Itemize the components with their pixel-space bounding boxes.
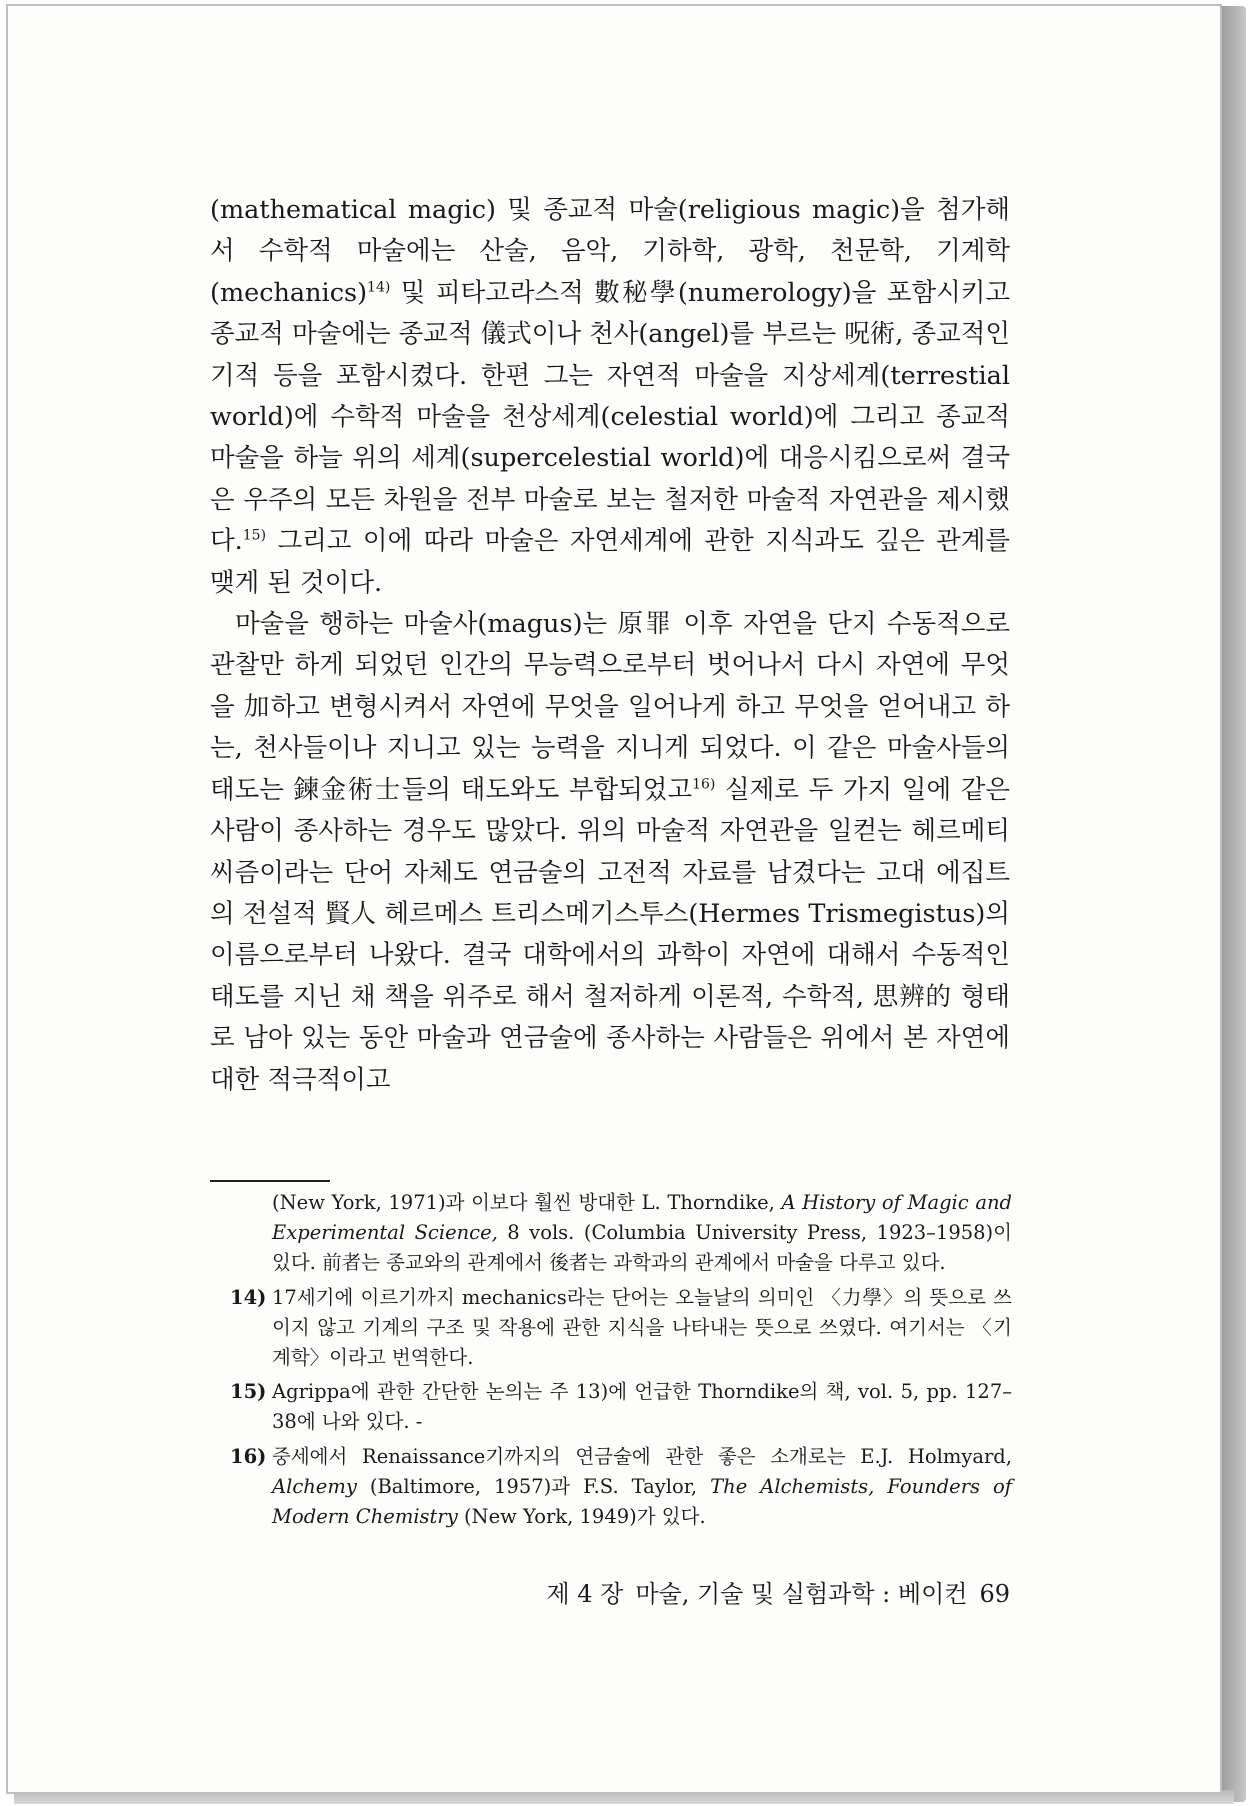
chapter-label: 제 4 장	[546, 1580, 624, 1608]
footnote-continuation	[230, 1188, 1012, 1279]
footnote-16-text-e: (New York, 1949)가 있다.	[457, 1505, 706, 1529]
body-text	[210, 190, 1010, 1101]
page-number: 69	[979, 1580, 1010, 1608]
paragraph-2-text-1: 마술을 행하는 마술사(magus)는 原罪 이후 자연을 단지 수동적으로 관찰만 하게 되었던 인간의 무능력으로부터 벗어나서 다시 자연에 무엇을 加하고 변형시켜서 자연에 무엇을 일어나게 하고 무엇을 얻어내고 하는, 천사들이나 지니고 있는 능력을 지니게 되었다. 이 같은 마술사들의 태도는 鍊金術士들의 태도와도 부합되었고	[210, 609, 1010, 805]
paragraph-2-text-2: 실제로 두 가지 일에 같은 사람이 종사하는 경우도 많았다. 위의 마술적 자연관을 일컫는 헤르메티씨즘이라는 단어 자체도 연금술의 고전적 자료를 남겼다는 고대 에집트의 전설적 賢人 헤르메스 트리스메기스투스(Hermes Trismegistus)의 이름으로부터 나왔다. 결국 대학에서의 과학이 자연에 대해서 수동적인 태도를 지닌 채 책을 위주로 해서 철저하게 이론적, 수학적, 思辨的 형태로 남아 있는 동안 마술과 연금술에 종사하는 사람들은 위에서 본 자연에 대한 적극적이고	[210, 774, 1010, 1095]
footnote-divider	[210, 1180, 330, 1182]
footnote-16-text-c: (Baltimore, 1957)과 F.S. Taylor,	[356, 1474, 711, 1498]
footnote-16-text-a: 중세에서 Renaissance기까지의 연금술에 관한 좋은 소개로는 E.J. Holmyard,	[272, 1444, 1012, 1468]
footnote-cont-text-c: 8 vols. (Columbia University Press, 1923–1958)이 있다. 前者는 종교와의 관계에서 後者는 과학과의 관계에서 마술을 다루고 있다.	[272, 1221, 1012, 1275]
paragraph-1-text-2: 및 피타고라스적 數秘學(numerology)을 포함시키고 종교적 마술에는 종교적 儀式이나 천사(angel)를 부르는 呪術, 종교적인 기적 등을 포함시켰다. 한편 그는 자연적 마술을 지상세계(terrestial world)에 수학적 마술을 천상세계(celestial world)에 그리고 종교적 마술을 하늘 위의 세계(supercelestial world)에 대응시킴으로써 결국은 우주의 모든 차원을 전부 마술로 보는 철저한 마술적 자연관을 제시했다.	[210, 277, 1010, 557]
footnote-ref-14: 14)	[367, 279, 391, 296]
footnote-ref-16: 16)	[692, 776, 716, 793]
footnote-cont-text-a: (New York, 1971)과 이보다 훨씬 방대한 L. Thorndike,	[272, 1191, 782, 1214]
running-footer	[490, 1574, 1010, 1609]
chapter-title: 마술, 기술 및 실험과학 : 베이컨	[635, 1580, 968, 1608]
paragraph-2	[210, 604, 1010, 1101]
footnote-16-title-1: Alchemy	[272, 1474, 357, 1498]
footnote-16-title-2: The Alchemists, Founders of Modern Chemistry	[272, 1474, 1012, 1529]
paragraph-1-text-1: (mathematical magic) 및 종교적 마술(religious magic)을 첨가해서 수학적 마술에는 산술, 음악, 기하학, 광학, 천문학, 기계학(mechanics)	[210, 195, 1010, 308]
paragraph-1	[210, 190, 1010, 604]
footnotes	[230, 1188, 1012, 1536]
footnote-14-number: 14)	[230, 1285, 267, 1309]
footnote-15-number: 15)	[230, 1380, 267, 1404]
footnote-14-text: 17세기에 이르기까지 mechanics라는 단어는 오늘날의 의미인 〈力學〉의 뜻으로 쓰이지 않고 기계의 구조 및 작용에 관한 지식을 나타내는 뜻으로 쓰였다. 여기서는 〈기계학〉이라고 번역한다.	[272, 1285, 1012, 1370]
footnote-ref-15: 15)	[242, 527, 267, 544]
footnote-14	[230, 1283, 1012, 1374]
footnote-15-text: Agrippa에 관한 간단한 논의는 주 13)에 언급한 Thorndike의 책, vol. 5, pp. 127–38에 나와 있다. -	[272, 1380, 1012, 1434]
footnote-16-number: 16)	[230, 1444, 267, 1468]
footnote-16	[230, 1442, 1012, 1533]
footnote-15	[230, 1377, 1012, 1437]
footnote-cont-title: A History of Magic and Experimental Science,	[272, 1191, 1012, 1245]
page-edge-shadow	[1220, 6, 1246, 1802]
paragraph-1-text-3: 그리고 이에 따라 마술은 자연세계에 관한 지식과도 깊은 관계를 맺게 된 것이다.	[210, 526, 1010, 598]
